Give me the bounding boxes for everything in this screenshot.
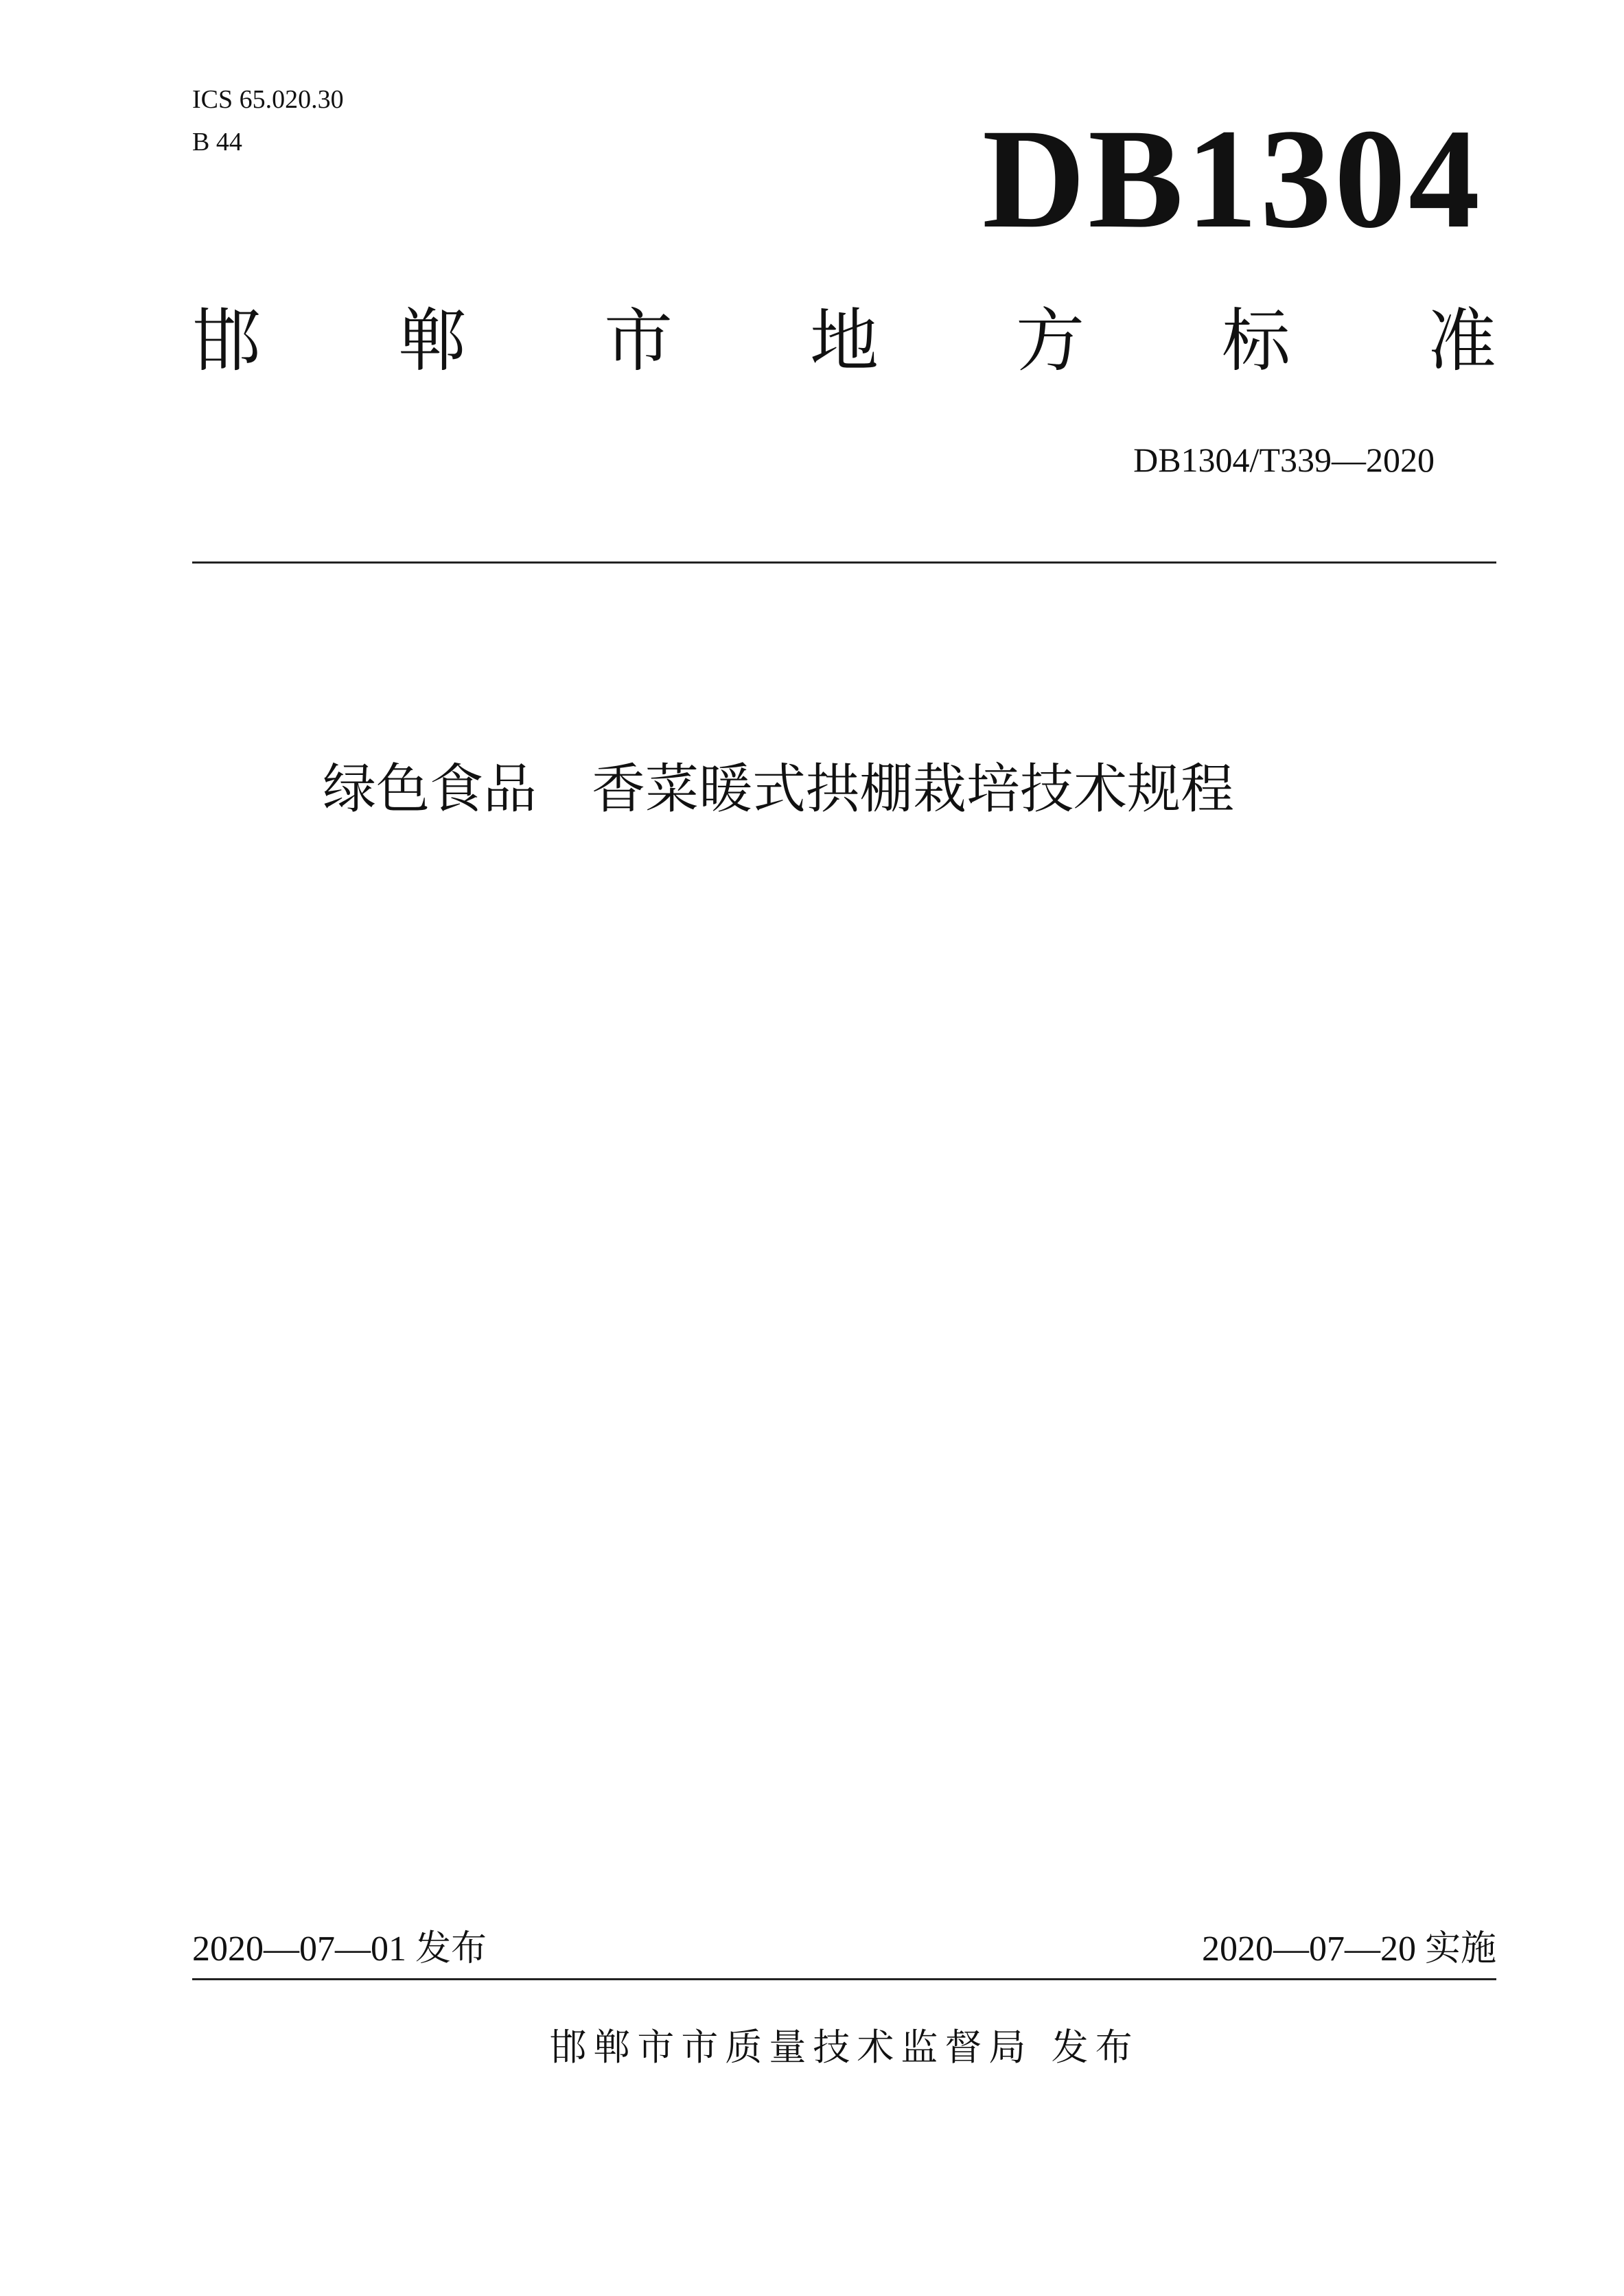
- standard-type-char: 郸: [398, 301, 467, 381]
- standard-type-char: 邯: [192, 301, 261, 381]
- standard-number: DB1304/T339—2020: [1133, 441, 1435, 479]
- title-part-2: 香菜暖式拱棚栽培技术规程: [592, 758, 1235, 820]
- standard-type-char: 市: [604, 301, 673, 381]
- title-part-1: 绿色食品: [323, 758, 537, 820]
- bottom-divider: [192, 1978, 1496, 1980]
- classification-code: B 44: [192, 128, 242, 156]
- implementation-date: 2020—07—20 实施: [1201, 1929, 1496, 1969]
- standard-type-char: 地: [810, 301, 879, 381]
- standard-type-char: 准: [1428, 301, 1496, 381]
- top-divider: [192, 561, 1496, 564]
- issue-date: 2020—07—01 发布: [192, 1929, 487, 1969]
- document-title: [192, 755, 1496, 824]
- db-logo: DB1304: [982, 100, 1483, 257]
- standard-type-heading: [192, 297, 1496, 386]
- publisher: 邯郸市市质量技术监督局 发布: [549, 2026, 1139, 2069]
- ics-code: ICS 65.020.30: [192, 85, 344, 114]
- standard-type-char: 标: [1222, 301, 1290, 381]
- standard-type-char: 方: [1016, 301, 1084, 381]
